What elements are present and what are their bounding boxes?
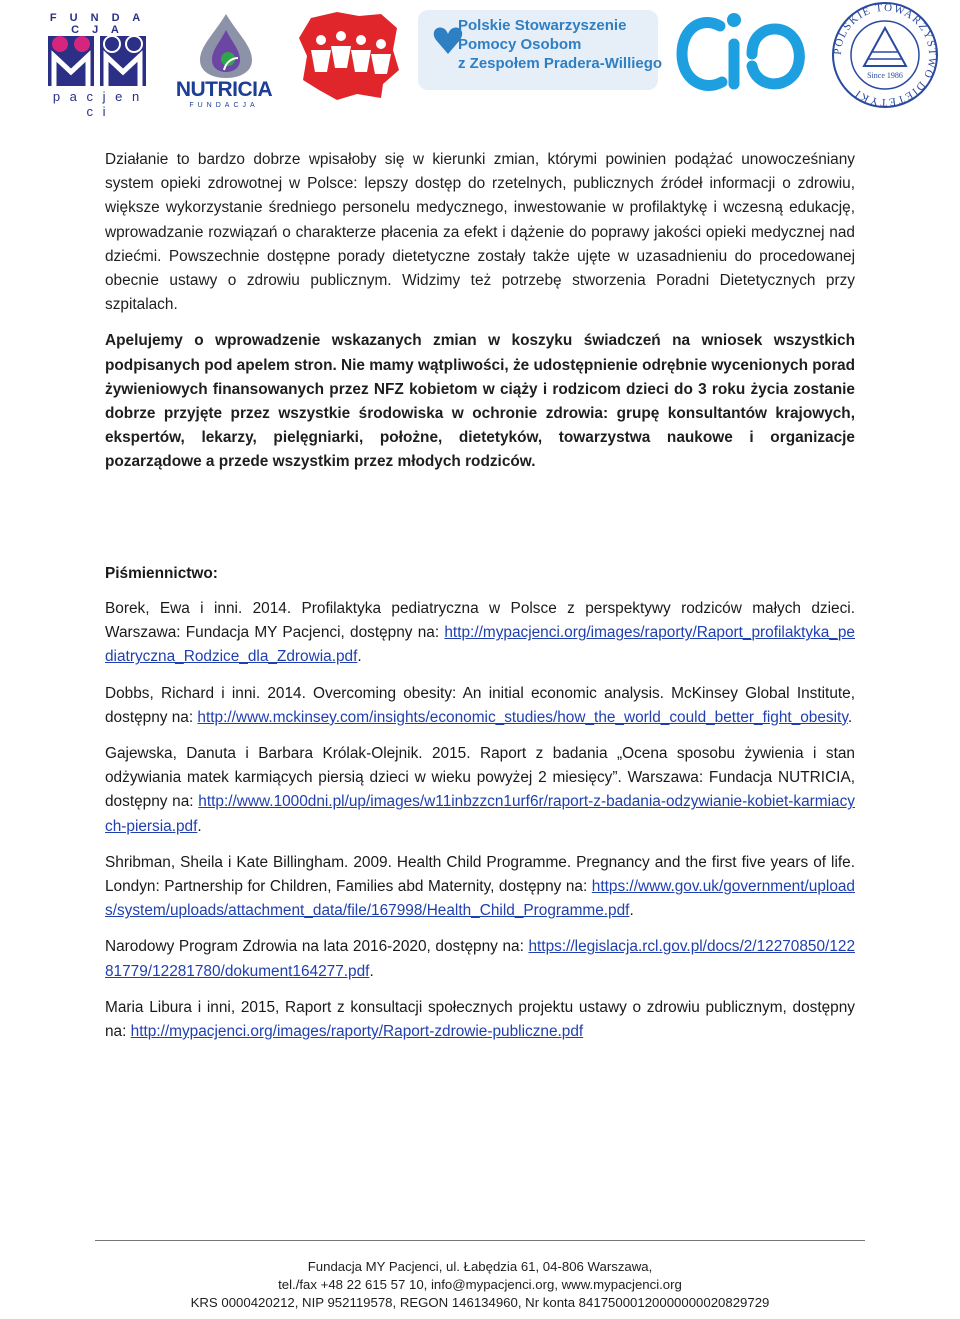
reference-link[interactable]: http://mypacjenci.org/images/raporty/Raport-zdrowie-publiczne.pdf <box>130 1023 584 1041</box>
nutricia-drop-icon <box>164 12 284 78</box>
ptd-ring-text: POLSKIE TOWARZYSTWO DIETETYKI <box>831 1 939 109</box>
reference-link[interactable]: https://legislacja.rcl.gov.pl/docs/2/12270850/12281779/12281780/dokument164277.pdf <box>105 938 855 980</box>
ptd-seal-icon <box>830 0 940 110</box>
nutricia-foundation-logo <box>164 12 284 108</box>
reference-link[interactable]: https://www.gov.uk/government/uploads/system/uploads/attachment_data/file/167998/Health_Child_Programme.pdf <box>105 878 855 920</box>
reference-link[interactable]: http://www.mckinsey.com/insights/economic_studies/how_the_world_could_better_fight_obesity <box>197 708 848 726</box>
prader-willi-association-logo <box>418 10 663 90</box>
my-pacjenci-logo <box>45 12 150 119</box>
prader-line-2: Pomocy Osobom <box>458 36 582 53</box>
reference-tail: . <box>357 648 362 666</box>
reference-item-4 <box>105 851 855 924</box>
footer-contact: tel./fax +48 22 615 57 10, info@mypacjenci.org, www.mypacjenci.org <box>278 1277 682 1292</box>
reference-tail: . <box>369 962 374 980</box>
reference-item-1 <box>105 597 855 670</box>
partner-logos <box>0 0 960 119</box>
page-footer <box>0 1258 960 1312</box>
prader-line-3: z Zespołem Pradera-Williego <box>458 55 663 72</box>
footer-registry: KRS 0000420212, NIP 952119578, REGON 146134960, Nr konta 84175000120000000020829729 <box>190 1295 770 1310</box>
reference-text: Narodowy Program Zdrowia na lata 2016-2020, dostępny na: <box>105 938 529 956</box>
nutricia-sub-text: FUNDACJA <box>189 102 259 109</box>
my-logo-bottom-text: p a c j e n c i <box>52 89 143 119</box>
reference-item-6 <box>105 996 855 1044</box>
body-paragraph-appeal: Apelujemy o wprowadzenie wskazanych zmian w koszyku świadczeń na wniosek wszystkich podpisanych pod apelem stron. Nie mamy wątpliwości, że udostępnienie odrębnie wycenionych porad żywieniowych finansowanych przez NFZ kobietom w ciąży i rodzicom dzieci do 3 roku życia zostanie dobrze przyjęte przez wszystkie środowiska w ochronie zdrowia: grupę konsultantów krajowych, ekspertów, lekarzy, pielęgniarki, położne, dietetyków, towarzystwa naukowe i organizacje pozarządowe a przede wszystkim przez młodych rodziców. <box>105 332 856 471</box>
reference-item-5 <box>105 935 855 983</box>
prader-line-1: Polskie Stowarzyszenie <box>458 17 627 34</box>
references-list <box>105 597 855 1056</box>
footer-address: Fundacja MY Pacjenci, ul. Łabędzia 61, 04-806 Warszawa, <box>307 1259 653 1274</box>
people-in-poland-map-icon <box>297 10 402 102</box>
my-logo-top-text: F U N D A C J A <box>49 12 146 36</box>
reference-link[interactable]: http://www.1000dni.pl/up/images/w11inbzzcn1urf6r/raport-z-badania-odzywianie-kobiet-karmiacych-piersia.pdf <box>105 793 855 835</box>
poland-map-logo <box>297 10 402 102</box>
reference-item-2 <box>105 682 855 730</box>
reference-text: Maria Libura i inni, 2015, Raport z konsultacji społecznych projektu ustawy o zdrowiu publicznym, dostępny na: <box>105 998 855 1041</box>
prader-logo-text <box>458 16 662 73</box>
ptd-seal-logo <box>830 0 940 110</box>
nutricia-wordmark: NUTRICIA <box>175 78 273 101</box>
ptd-since-text: Since 1986 <box>867 71 903 80</box>
reference-tail: . <box>847 708 853 726</box>
cio-logo <box>672 4 812 104</box>
reference-text: Dobbs, Richard i inni. 2014. Overcoming obesity: An initial economic analysis. McKinsey Global Institute, dostępny na: <box>105 684 855 726</box>
letter-body <box>105 148 855 475</box>
reference-text: Shribman, Sheila i Kate Billingham. 2009. Health Child Programme. Pregnancy and the first five years of life. Londyn: Partnership for Children, Families abd Maternity, dostępny na: <box>105 853 855 896</box>
my-mm-mark-icon <box>48 32 148 88</box>
body-paragraph-1: Działanie to bardzo dobrze wpisałoby się w kierunki zmian, którymi powinien podążać unowocześniany system opieki zdrowotnej w Polsce: lepszy dostęp do rzetelnych, publicznych źródeł informacji o zdrowiu, większe wykorzystanie średniego personelu medycznego, inwestowanie w profilaktykę i wczesną edukację, wprowadzanie rozwiązań o charakterze płacenia za efekt i dążenie do poprawy jakości opieki medycznej nad dziećmi. Powszechnie dostępne porady dietetyczne zostały także ujęte w uzasadnieniu do procedowanej obecnie ustawy o zdrowiu publicznym. Widzimy też potrzebę stworzenia Poradni Dietetycznych przy szpitalach. <box>105 151 855 314</box>
reference-link[interactable]: http://mypacjenci.org/images/raporty/Raport_profilaktyka_pediatryczna_Rodzice_dla_Zdrowia.pdf <box>105 624 855 666</box>
reference-item-3 <box>105 742 855 839</box>
cio-logo-icon <box>672 4 812 104</box>
reference-tail: . <box>629 902 634 920</box>
reference-text: Borek, Ewa i inni. 2014. Profilaktyka pediatryczna w Polsce z perspektywy rodziców małych dzieci. Warszawa: Fundacja MY Pacjenci, dostępny na: <box>105 600 855 642</box>
references-heading: Piśmiennictwo: <box>105 565 218 582</box>
footer-divider <box>95 1240 865 1241</box>
reference-tail: . <box>197 817 202 835</box>
reference-text: Gajewska, Danuta i Barbara Królak-Olejnik. 2015. Raport z badania „Ocena sposobu żywienia i stan odżywiania matek karmiących piersią dzieci w wieku powyżej 2 miesięcy”. Warszawa: Fundacja NUTRICIA, dostępny na: <box>105 745 855 811</box>
